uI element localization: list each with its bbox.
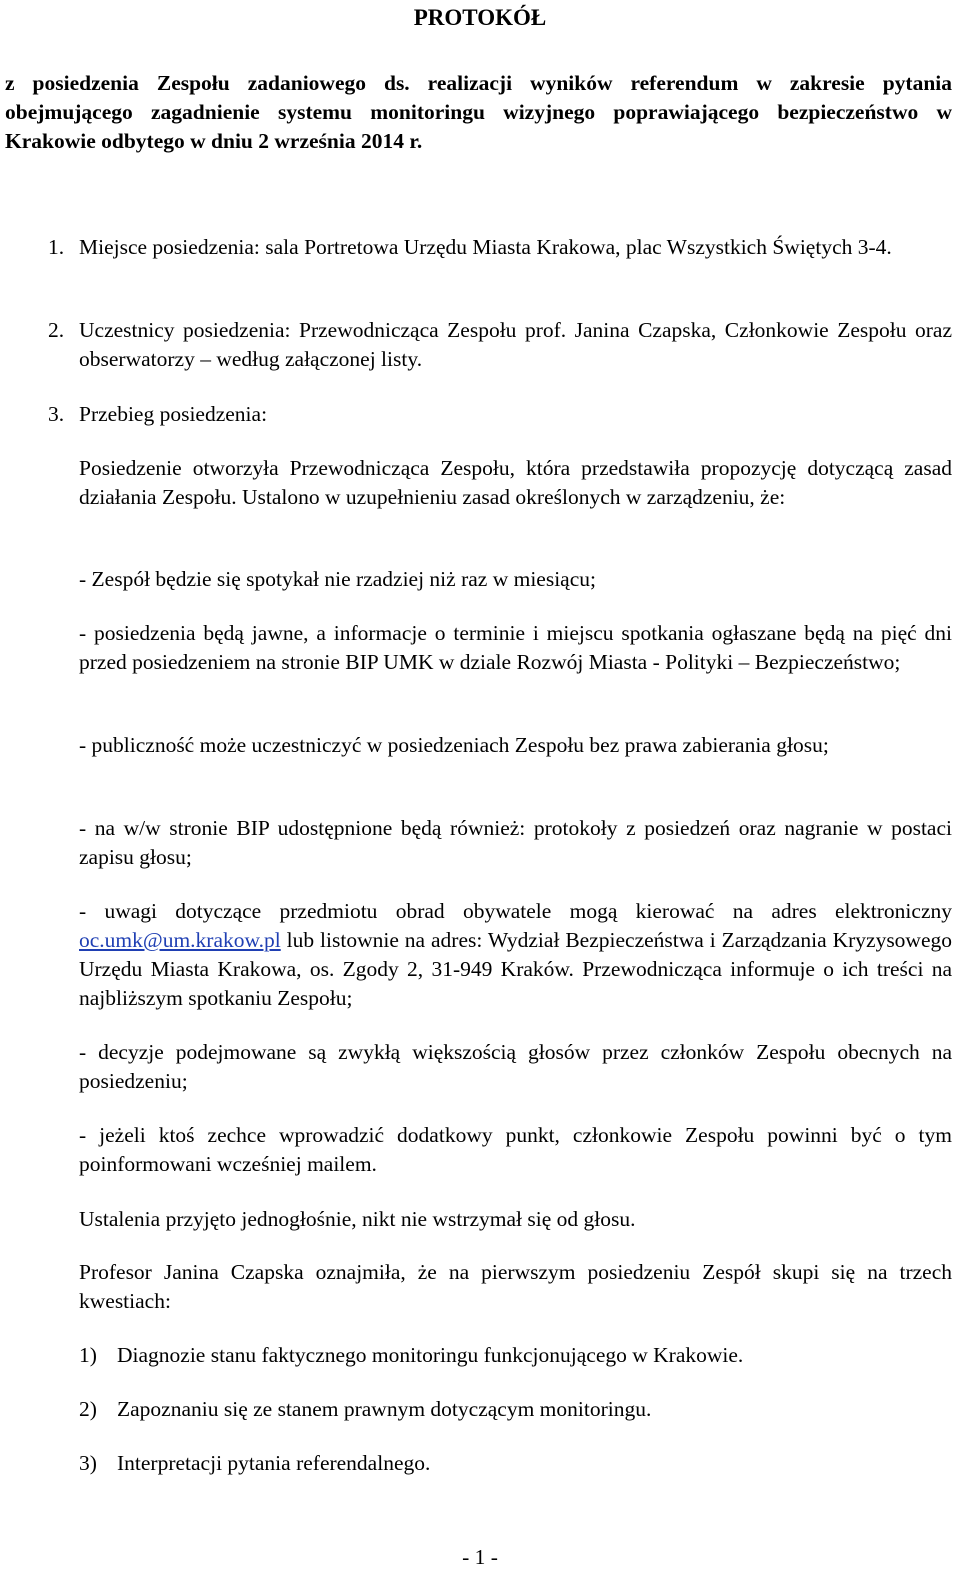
list-item [79,1395,952,1424]
comments-text-after: lub listownie na adres: Wydział Bezpieczeństwa i Zarządzania Kryzysowego Urzędu Miasta Krakowa, os. Zgody 2, 31-949 Kraków. Przewodnicząca informuje o ich treści na najbliższym spotkaniu Zespołu; [79,928,952,1010]
section-3 [48,400,952,429]
paragraph-rule-decisions: - decyzje podejmowane są zwykłą większością głosów przez członków Zespołu obecnych na posiedzeniu; [79,1040,952,1093]
paragraph-unanimous: Ustalenia przyjęto jednogłośnie, nikt nie wstrzymał się od głosu. [79,1207,636,1231]
protocol-heading: z posiedzenia Zespołu zadaniowego ds. realizacji wyników referendum w zakresie pytania obejmującego zagadnienie systemu monitoringu wizyjnego poprawiającego bezpieczeństwo w Krakowie odbytego w dniu 2 września 2014 r. [5,71,952,153]
paragraph-opening: Posiedzenie otworzyła Przewodnicząca Zespołu, która przedstawiła propozycję dotyczącą zasad działania Zespołu. Ustalono w uzupełnieniu zasad określonych w zarządzeniu, że: [79,456,952,509]
section-number: 3. [48,402,65,426]
list-item-text: Zapoznaniu się ze stanem prawnym dotyczącym monitoringu. [117,1397,652,1421]
paragraph-rule-meetings: - Zespół będzie się spotykał nie rzadziej niż raz w miesiącu; [79,567,596,591]
section-text: Uczestnicy posiedzenia: Przewodnicząca Zespołu prof. Janina Czapska, Członkowie Zespołu oraz obserwatorzy – według załączonej listy. [79,318,952,371]
list-item-text: Interpretacji pytania referendalnego. [117,1451,431,1475]
list-item [79,1341,952,1370]
list-item [79,1449,952,1478]
page-number: - 1 - [462,1545,498,1569]
section-text: Miejsce posiedzenia: sala Portretowa Urzędu Miasta Krakowa, plac Wszystkich Świętych 3-4. [79,235,892,259]
list-item-number: 1) [79,1343,97,1367]
section-number: 1. [48,235,65,259]
paragraph-rule-new-point: - jeżeli ktoś zechce wprowadzić dodatkowy punkt, członkowie Zespołu powinni być o tym poinformowani wcześniej mailem. [79,1123,952,1176]
paragraph-rule-bip: - na w/w stronie BIP udostępnione będą również: protokoły z posiedzeń oraz nagranie w postaci zapisu głosu; [79,816,952,869]
list-item-text: Diagnozie stanu faktycznego monitoringu funkcjonującego w Krakowie. [117,1343,744,1367]
comments-text-before: - uwagi dotyczące przedmiotu obrad obywatele mogą kierować na adres elektroniczny [79,899,952,923]
list-item-number: 2) [79,1397,97,1421]
paragraph-rule-public: - posiedzenia będą jawne, a informacje o terminie i miejscu spotkania ogłaszane będą na pięć dni przed posiedzeniem na stronie BIP UMK w dziale Rozwój Miasta - Polityki – Bezpieczeństwo; [79,621,952,674]
section-2 [48,316,952,374]
paragraph-rule-audience: - publiczność może uczestniczyć w posiedzeniach Zespołu bez prawa zabierania głosu; [79,733,829,757]
email-link[interactable]: oc.umk@um.krakow.pl [79,928,281,952]
section-1 [48,233,952,262]
document-title: PROTOKÓŁ [413,5,547,30]
paragraph-rule-comments [79,897,952,1013]
paragraph-three-issues: Profesor Janina Czapska oznajmiła, że na pierwszym posiedzeniu Zespół skupi się na trzech kwestiach: [79,1260,952,1313]
section-number: 2. [48,318,65,342]
section-text: Przebieg posiedzenia: [79,402,268,426]
list-item-number: 3) [79,1451,97,1475]
